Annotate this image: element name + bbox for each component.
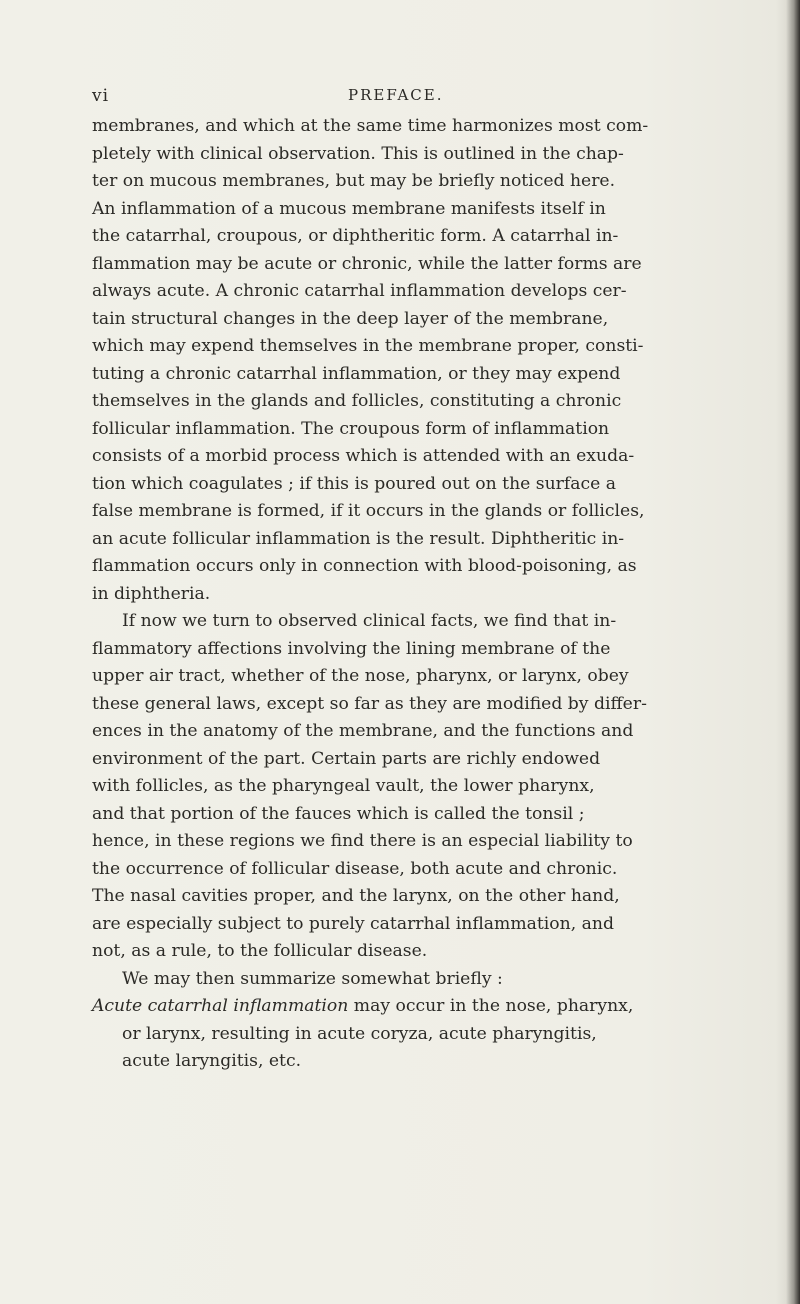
text-line: tain structural changes in the deep layer of the membrane, [92,308,609,329]
text-line: ences in the anatomy of the membrane, and the functions and [92,721,634,741]
text-line: membranes, and which at the same time harmonizes most com- [92,116,649,136]
text-line: flammatory affections involving the lining membrane of the [92,638,611,659]
text-line: which may expend themselves in the membrane proper, consti- [92,336,644,356]
text-line: follicular inflammation. The croupous form of inflammation [92,418,610,439]
text-line: not, as a rule, to the follicular disease. [92,941,428,961]
text-line [92,993,772,1021]
text-line: the occurrence of follicular disease, both acute and chronic. [92,858,618,879]
running-head: PREFACE. [348,86,444,104]
text-line: these general laws, except so far as they are modified by differ- [92,693,647,714]
text-line: always acute. A chronic catarrhal inflammation develops cer- [92,281,627,301]
text-line: ter on mucous membranes, but may be briefly noticed here. [92,171,616,191]
text-line: upper air tract, whether of the nose, pharynx, or larynx, obey [92,666,629,686]
text-line: tion which coagulates ; if this is poured out on the surface a [92,473,617,494]
text-line: If now we turn to observed clinical facts, we find that in- [122,611,617,631]
text-line: We may then summarize somewhat briefly : [122,968,503,989]
italic-term: Acute catarrhal inflammation [92,996,349,1016]
text-line: hence, in these regions we find there is an especial liability to [92,831,633,851]
text-line: The nasal cavities proper, and the larynx, on the other hand, [92,886,620,906]
text-line: with follicles, as the pharyngeal vault, the lower pharynx, [92,776,595,796]
text-line: and that portion of the fauces which is called the tonsil ; [92,803,585,824]
text-line: the catarrhal, croupous, or diphtheritic form. A catarrhal in- [92,226,619,246]
text-line: in diphtheria. [92,583,211,604]
text-line: or larynx, resulting in acute coryza, acute pharyngitis, [122,1023,597,1044]
text-line: flammation occurs only in connection with blood-poisoning, as [92,556,637,576]
text-run: may occur in the nose, pharynx, [348,996,634,1016]
text-line: An inflammation of a mucous membrane manifests itself in [92,198,606,219]
text-line: flammation may be acute or chronic, while the latter forms are [92,253,642,274]
page-header [92,86,772,116]
text-line: false membrane is formed, if it occurs in the glands or follicles, [92,501,645,521]
text-line: tuting a chronic catarrhal inflammation, or they may expend [92,363,621,384]
text-line: pletely with clinical observation. This is outlined in the chap- [92,143,624,164]
text-line: consists of a morbid process which is attended with an exuda- [92,446,635,466]
page-number: vi [92,86,110,106]
text-line: acute laryngitis, etc. [122,1051,302,1071]
body-text [92,113,772,1076]
text-line: environment of the part. Certain parts are richly endowed [92,748,601,769]
text-line: themselves in the glands and follicles, constituting a chronic [92,391,622,411]
text-line: an acute follicular inflammation is the result. Diphtheritic in- [92,528,625,549]
text-line: are especially subject to purely catarrhal inflammation, and [92,913,614,934]
page-edge-shadow [786,0,800,1304]
